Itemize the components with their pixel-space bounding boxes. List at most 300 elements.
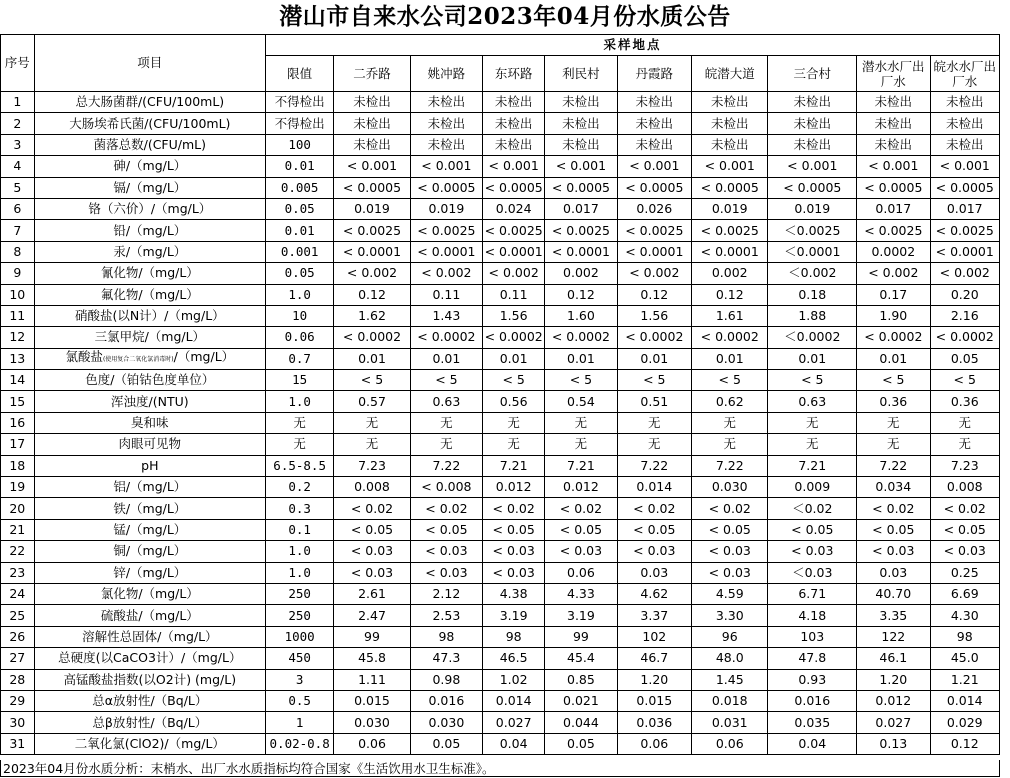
table-row xyxy=(1,391,1000,412)
table-row xyxy=(1,562,1000,583)
site-value: 未检出 xyxy=(410,113,482,134)
site-value: 7.22 xyxy=(410,455,482,476)
site-value: 未检出 xyxy=(692,134,768,155)
site-value: 2.61 xyxy=(334,583,410,604)
site-value: < 0.0002 xyxy=(857,327,930,348)
item-label: 氯酸盐 xyxy=(65,349,103,365)
table-row xyxy=(1,519,1000,540)
header-site: 东环路 xyxy=(483,56,545,92)
site-value: < 0.0002 xyxy=(930,327,1000,348)
site-value: 1.43 xyxy=(410,305,482,326)
site-value: < 0.0005 xyxy=(545,177,617,198)
row-number: 15 xyxy=(1,391,35,412)
site-value: 0.012 xyxy=(483,477,545,498)
site-value: < 0.0002 xyxy=(334,327,410,348)
site-value: 0.018 xyxy=(692,690,768,711)
site-value: 4.30 xyxy=(930,605,1000,626)
item-name: 总α放射性/（Bq/L） xyxy=(34,690,265,711)
site-value: 未检出 xyxy=(334,134,410,155)
site-value: < 5 xyxy=(930,370,1000,391)
site-value: < 0.0002 xyxy=(692,327,768,348)
site-value: 4.62 xyxy=(617,583,691,604)
site-value: 0.017 xyxy=(930,198,1000,219)
limit-value: 0.01 xyxy=(266,156,334,177)
site-value: 1.56 xyxy=(617,305,691,326)
site-value: 99 xyxy=(545,626,617,647)
site-value: 0.20 xyxy=(930,284,1000,305)
site-value: 0.044 xyxy=(545,712,617,733)
site-value: 0.015 xyxy=(617,690,691,711)
limit-value: 不得检出 xyxy=(266,92,334,113)
site-value: 0.01 xyxy=(410,348,482,369)
site-value: 0.016 xyxy=(768,690,857,711)
site-value: 96 xyxy=(692,626,768,647)
limit-value: 0.3 xyxy=(266,498,334,519)
site-value: 2.16 xyxy=(930,305,1000,326)
site-value: 未检出 xyxy=(334,92,410,113)
site-value: < 0.0002 xyxy=(410,327,482,348)
site-value: 1.90 xyxy=(857,305,930,326)
limit-value: 0.05 xyxy=(266,263,334,284)
row-number: 23 xyxy=(1,562,35,583)
site-value: 0.36 xyxy=(857,391,930,412)
site-value: ＜0.0001 xyxy=(768,241,857,262)
site-value: < 0.0001 xyxy=(617,241,691,262)
site-value: 0.01 xyxy=(692,348,768,369)
limit-value: 1.0 xyxy=(266,541,334,562)
site-value: 0.019 xyxy=(692,198,768,219)
site-value: 0.63 xyxy=(410,391,482,412)
site-value: 2.12 xyxy=(410,583,482,604)
site-value: 未检出 xyxy=(768,134,857,155)
row-number: 4 xyxy=(1,156,35,177)
row-number: 7 xyxy=(1,220,35,241)
site-value: < 0.0005 xyxy=(692,177,768,198)
site-value: 无 xyxy=(768,434,857,455)
site-value: < 0.002 xyxy=(930,263,1000,284)
site-value: 0.06 xyxy=(334,733,410,754)
site-value: 0.13 xyxy=(857,733,930,754)
site-value: 0.002 xyxy=(545,263,617,284)
site-value: < 5 xyxy=(692,370,768,391)
row-number: 25 xyxy=(1,605,35,626)
item-name: 铜/（mg/L） xyxy=(34,541,265,562)
item-name: 二氧化氯(ClO2)/（mg/L） xyxy=(34,733,265,754)
site-value: 0.012 xyxy=(545,477,617,498)
site-value: 无 xyxy=(857,412,930,433)
site-value: 0.12 xyxy=(692,284,768,305)
site-value: 未检出 xyxy=(617,134,691,155)
item-name: 氰化物/（mg/L） xyxy=(34,263,265,284)
site-value: 0.03 xyxy=(857,562,930,583)
site-value: 无 xyxy=(410,412,482,433)
site-value: 未检出 xyxy=(483,113,545,134)
site-value: 0.98 xyxy=(410,669,482,690)
site-value: 未检出 xyxy=(692,113,768,134)
site-value: 0.019 xyxy=(334,198,410,219)
limit-value: 0.05 xyxy=(266,198,334,219)
site-value: 0.0002 xyxy=(857,241,930,262)
table-row xyxy=(1,412,1000,433)
table-row xyxy=(1,733,1000,754)
site-value: 0.026 xyxy=(617,198,691,219)
site-value: < 0.002 xyxy=(483,263,545,284)
table-row xyxy=(1,92,1000,113)
header-site: 皖水水厂出厂水 xyxy=(930,56,1000,92)
site-value: < 0.0001 xyxy=(410,241,482,262)
site-value: < 0.05 xyxy=(483,519,545,540)
item-name: 总硬度(以CaCO3计）/（mg/L） xyxy=(34,648,265,669)
limit-value: 0.5 xyxy=(266,690,334,711)
limit-value: 10 xyxy=(266,305,334,326)
row-number: 8 xyxy=(1,241,35,262)
site-value: 45.0 xyxy=(930,648,1000,669)
site-value: 0.12 xyxy=(617,284,691,305)
site-value: < 0.03 xyxy=(930,541,1000,562)
limit-value: 100 xyxy=(266,134,334,155)
site-value: 无 xyxy=(857,434,930,455)
site-value: 0.36 xyxy=(930,391,1000,412)
site-value: 46.7 xyxy=(617,648,691,669)
site-value: 未检出 xyxy=(545,113,617,134)
table-row xyxy=(1,477,1000,498)
row-number: 5 xyxy=(1,177,35,198)
limit-value: 0.06 xyxy=(266,327,334,348)
site-value: ＜0.03 xyxy=(768,562,857,583)
header-site: 三合村 xyxy=(768,56,857,92)
table-row xyxy=(1,156,1000,177)
table-row xyxy=(1,198,1000,219)
site-value: < 0.02 xyxy=(545,498,617,519)
page-title: 潜山市自来水公司2023年04月份水质公告 xyxy=(279,3,731,30)
site-value: 无 xyxy=(617,434,691,455)
row-number: 16 xyxy=(1,412,35,433)
site-value: 0.01 xyxy=(857,348,930,369)
site-value: 无 xyxy=(617,412,691,433)
row-number: 31 xyxy=(1,733,35,754)
site-value: 未检出 xyxy=(857,92,930,113)
table-row xyxy=(1,712,1000,733)
table-row xyxy=(1,690,1000,711)
site-value: 0.01 xyxy=(483,348,545,369)
table-row xyxy=(1,263,1000,284)
table-row xyxy=(1,220,1000,241)
site-value: < 0.001 xyxy=(930,156,1000,177)
site-value: < 0.02 xyxy=(692,498,768,519)
item-name: 色度/（铂钴色度单位） xyxy=(34,370,265,391)
site-value: 7.23 xyxy=(930,455,1000,476)
site-value: < 5 xyxy=(768,370,857,391)
limit-value: 0.01 xyxy=(266,220,334,241)
site-value: 46.1 xyxy=(857,648,930,669)
site-value: 0.51 xyxy=(617,391,691,412)
table-row xyxy=(1,284,1000,305)
table-row xyxy=(1,541,1000,562)
site-value: 0.014 xyxy=(483,690,545,711)
item-name: 汞/（mg/L） xyxy=(34,241,265,262)
item-name: 三氯甲烷/（mg/L） xyxy=(34,327,265,348)
site-value: 无 xyxy=(930,434,1000,455)
item-name: 高锰酸盐指数(以O2计) (mg/L) xyxy=(34,669,265,690)
item-unit: /（mg/L） xyxy=(173,349,235,365)
header-site: 潜水水厂出厂水 xyxy=(857,56,930,92)
site-value: 1.61 xyxy=(692,305,768,326)
item-name: 氟化物/（mg/L） xyxy=(34,284,265,305)
site-value: 0.016 xyxy=(410,690,482,711)
site-value: 0.019 xyxy=(410,198,482,219)
site-value: 7.22 xyxy=(692,455,768,476)
site-value: 0.12 xyxy=(930,733,1000,754)
site-value: 1.56 xyxy=(483,305,545,326)
site-value: 0.027 xyxy=(483,712,545,733)
row-number: 24 xyxy=(1,583,35,604)
site-value: 0.030 xyxy=(334,712,410,733)
site-value: < 0.03 xyxy=(768,541,857,562)
site-value: 0.62 xyxy=(692,391,768,412)
site-value: 0.04 xyxy=(768,733,857,754)
row-number: 14 xyxy=(1,370,35,391)
header-site: 姚冲路 xyxy=(410,56,482,92)
site-value: < 0.03 xyxy=(692,541,768,562)
row-number: 17 xyxy=(1,434,35,455)
site-value: < 0.03 xyxy=(483,541,545,562)
site-value: 103 xyxy=(768,626,857,647)
site-value: < 0.001 xyxy=(334,156,410,177)
site-value: 0.030 xyxy=(692,477,768,498)
site-value: 0.019 xyxy=(768,198,857,219)
site-value: 未检出 xyxy=(410,134,482,155)
site-value: < 0.05 xyxy=(857,519,930,540)
site-value: < 0.02 xyxy=(857,498,930,519)
site-value: < 0.008 xyxy=(410,477,482,498)
site-value: 1.20 xyxy=(857,669,930,690)
site-value: 0.034 xyxy=(857,477,930,498)
site-value: < 0.0001 xyxy=(483,241,545,262)
site-value: 3.19 xyxy=(483,605,545,626)
site-value: 0.01 xyxy=(334,348,410,369)
site-value: 98 xyxy=(410,626,482,647)
site-value: 无 xyxy=(545,412,617,433)
site-value: < 0.0025 xyxy=(692,220,768,241)
site-value: < 0.001 xyxy=(410,156,482,177)
limit-value: 1000 xyxy=(266,626,334,647)
site-value: 未检出 xyxy=(768,92,857,113)
item-name: 铁/（mg/L） xyxy=(34,498,265,519)
site-value: < 0.001 xyxy=(483,156,545,177)
row-number: 2 xyxy=(1,113,35,134)
table-row xyxy=(1,241,1000,262)
site-value: < 0.0005 xyxy=(768,177,857,198)
site-value: < 0.03 xyxy=(857,541,930,562)
site-value: < 0.02 xyxy=(410,498,482,519)
site-value: 3.37 xyxy=(617,605,691,626)
row-number: 28 xyxy=(1,669,35,690)
site-value: < 0.0005 xyxy=(930,177,1000,198)
site-value: < 0.0025 xyxy=(617,220,691,241)
limit-value: 1.0 xyxy=(266,562,334,583)
site-value: 0.25 xyxy=(930,562,1000,583)
site-value: 0.18 xyxy=(768,284,857,305)
item-name: pH xyxy=(34,455,265,476)
row-number: 9 xyxy=(1,263,35,284)
analysis-note: 2023年04月份水质分析：末梢水、出厂水水质指标均符合国家《生活饮用水卫生标准》。 xyxy=(0,760,1000,777)
site-value: < 0.03 xyxy=(410,541,482,562)
site-value: 6.69 xyxy=(930,583,1000,604)
site-value: < 0.05 xyxy=(692,519,768,540)
site-value: 7.21 xyxy=(483,455,545,476)
site-value: 0.93 xyxy=(768,669,857,690)
header-site: 皖潜大道 xyxy=(692,56,768,92)
site-value: 未检出 xyxy=(483,92,545,113)
site-value: 0.030 xyxy=(410,712,482,733)
site-value: 1.02 xyxy=(483,669,545,690)
site-value: 3.30 xyxy=(692,605,768,626)
site-value: 6.71 xyxy=(768,583,857,604)
site-value: 0.63 xyxy=(768,391,857,412)
site-value: < 0.0002 xyxy=(545,327,617,348)
site-value: < 0.0025 xyxy=(545,220,617,241)
site-value: < 5 xyxy=(334,370,410,391)
site-value: 7.21 xyxy=(545,455,617,476)
site-value: 7.22 xyxy=(857,455,930,476)
site-value: 1.20 xyxy=(617,669,691,690)
site-value: 未检出 xyxy=(617,92,691,113)
row-number: 30 xyxy=(1,712,35,733)
site-value: 无 xyxy=(545,434,617,455)
site-value: 0.012 xyxy=(857,690,930,711)
site-value: 0.009 xyxy=(768,477,857,498)
limit-value: 无 xyxy=(266,434,334,455)
site-value: 1.88 xyxy=(768,305,857,326)
item-name: 锰/（mg/L） xyxy=(34,519,265,540)
site-value: 0.01 xyxy=(545,348,617,369)
site-value: < 5 xyxy=(410,370,482,391)
row-number: 11 xyxy=(1,305,35,326)
site-value: < 0.001 xyxy=(617,156,691,177)
site-value: 未检出 xyxy=(857,134,930,155)
row-number: 20 xyxy=(1,498,35,519)
item-name: 锌/（mg/L） xyxy=(34,562,265,583)
site-value: 无 xyxy=(692,434,768,455)
limit-value: 6.5-8.5 xyxy=(266,455,334,476)
row-number: 19 xyxy=(1,477,35,498)
site-value: 未检出 xyxy=(545,134,617,155)
site-value: 48.0 xyxy=(692,648,768,669)
site-value: 0.024 xyxy=(483,198,545,219)
site-value: 无 xyxy=(410,434,482,455)
site-value: 2.53 xyxy=(410,605,482,626)
site-value: 0.57 xyxy=(334,391,410,412)
table-row xyxy=(1,305,1000,326)
site-value: 0.04 xyxy=(483,733,545,754)
site-value: 45.8 xyxy=(334,648,410,669)
site-value: < 0.05 xyxy=(410,519,482,540)
table-row xyxy=(1,498,1000,519)
header-site: 利民村 xyxy=(545,56,617,92)
site-value: 99 xyxy=(334,626,410,647)
site-value: 0.008 xyxy=(930,477,1000,498)
table-row xyxy=(1,648,1000,669)
site-value: 0.01 xyxy=(768,348,857,369)
header-site: 二乔路 xyxy=(334,56,410,92)
site-value: < 0.0001 xyxy=(545,241,617,262)
limit-value: 1.0 xyxy=(266,391,334,412)
site-value: 未检出 xyxy=(930,92,1000,113)
site-value: < 0.0005 xyxy=(410,177,482,198)
limit-value: 3 xyxy=(266,669,334,690)
site-value: 0.027 xyxy=(857,712,930,733)
site-value: < 0.02 xyxy=(483,498,545,519)
site-value: < 0.0001 xyxy=(692,241,768,262)
row-number: 27 xyxy=(1,648,35,669)
site-value: < 0.03 xyxy=(545,541,617,562)
site-value: < 0.0005 xyxy=(334,177,410,198)
item-name: 总β放射性/（Bq/L） xyxy=(34,712,265,733)
site-value: 0.008 xyxy=(334,477,410,498)
site-value: 0.05 xyxy=(545,733,617,754)
limit-value: 0.1 xyxy=(266,519,334,540)
item-name: 氯化物/（mg/L） xyxy=(34,583,265,604)
limit-value: 0.001 xyxy=(266,241,334,262)
item-name: 溶解性总固体/（mg/L） xyxy=(34,626,265,647)
item-name: 镉/（mg/L） xyxy=(34,177,265,198)
item-name: 总大肠菌群/(CFU/100mL) xyxy=(34,92,265,113)
site-value: < 0.002 xyxy=(410,263,482,284)
limit-value: 250 xyxy=(266,583,334,604)
site-value: 0.01 xyxy=(617,348,691,369)
table-row xyxy=(1,583,1000,604)
site-value: 98 xyxy=(930,626,1000,647)
site-value: < 0.001 xyxy=(545,156,617,177)
site-value: 0.11 xyxy=(483,284,545,305)
item-name: 砷/（mg/L） xyxy=(34,156,265,177)
site-value: 7.23 xyxy=(334,455,410,476)
limit-value: 不得检出 xyxy=(266,113,334,134)
item-name: 铬（六价）/（mg/L） xyxy=(34,198,265,219)
table-row xyxy=(1,455,1000,476)
site-value: 0.17 xyxy=(857,284,930,305)
row-number: 21 xyxy=(1,519,35,540)
site-value: 0.015 xyxy=(334,690,410,711)
site-value: 0.014 xyxy=(617,477,691,498)
table-row xyxy=(1,134,1000,155)
limit-value: 15 xyxy=(266,370,334,391)
table-row xyxy=(1,370,1000,391)
site-value: < 0.0025 xyxy=(483,220,545,241)
item-name: 臭和味 xyxy=(34,412,265,433)
site-value: 未检出 xyxy=(692,92,768,113)
site-value: 1.11 xyxy=(334,669,410,690)
site-value: < 0.02 xyxy=(617,498,691,519)
site-value: < 0.03 xyxy=(692,562,768,583)
table-row xyxy=(1,113,1000,134)
table-row xyxy=(1,605,1000,626)
site-value: 未检出 xyxy=(545,92,617,113)
site-value: ＜0.0025 xyxy=(768,220,857,241)
limit-value: 250 xyxy=(266,605,334,626)
site-value: 无 xyxy=(334,412,410,433)
row-number: 10 xyxy=(1,284,35,305)
site-value: 0.017 xyxy=(857,198,930,219)
site-value: 未检出 xyxy=(334,113,410,134)
site-value: < 0.0025 xyxy=(930,220,1000,241)
site-value: 未检出 xyxy=(930,134,1000,155)
site-value: < 0.03 xyxy=(334,541,410,562)
item-name: 大肠埃希氏菌/(CFU/100mL) xyxy=(34,113,265,134)
site-value: 7.21 xyxy=(768,455,857,476)
site-value: 46.5 xyxy=(483,648,545,669)
site-value: 无 xyxy=(930,412,1000,433)
